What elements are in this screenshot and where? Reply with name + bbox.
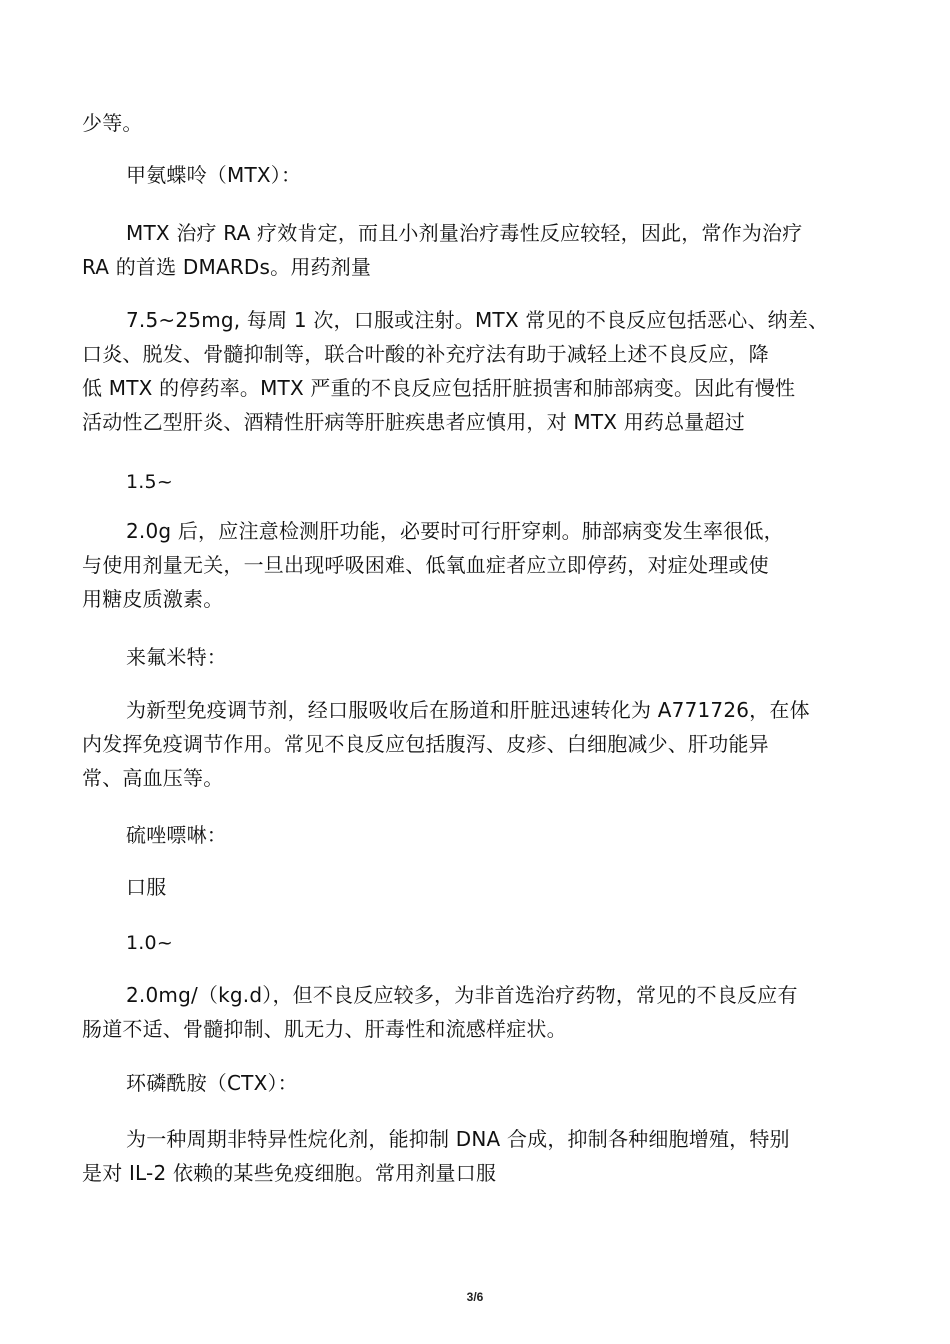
text-line: 环磷酰胺（CTX）： bbox=[126, 1071, 298, 1095]
text-line: 硫唑嘌啉： bbox=[126, 823, 227, 847]
text-line: 与使用剂量无关，一旦出现呼吸困难、低氧血症者应立即停药，对症处理或使 bbox=[82, 553, 769, 577]
text-line: 口炎、脱发、骨髓抑制等，联合叶酸的补充疗法有助于减轻上述不良反应，降 bbox=[82, 342, 769, 366]
text-line: 2.0mg/（kg.d），但不良反应较多，为非首选治疗药物，常见的不良反应有 bbox=[126, 983, 798, 1007]
text-line: 1.0~ bbox=[126, 932, 173, 954]
text-line: 低 MTX 的停药率。MTX 严重的不良反应包括肝脏损害和肺部病变。因此有慢性 bbox=[82, 376, 796, 400]
paragraph-leflunomide bbox=[82, 693, 906, 795]
text-line: 用糖皮质激素。 bbox=[82, 587, 224, 611]
text-line: RA 的首选 DMARDs。用药剂量 bbox=[82, 255, 372, 279]
text-line: 来氟米特： bbox=[126, 645, 227, 669]
heading-mtx bbox=[82, 158, 906, 192]
text-line: 甲氨蝶呤（MTX）： bbox=[126, 163, 302, 187]
heading-ctx bbox=[82, 1066, 906, 1100]
paragraph-oral bbox=[82, 870, 906, 904]
text-line: 为新型免疫调节剂，经口服吸收后在肠道和肝脏迅速转化为 A771726，在体 bbox=[126, 698, 810, 722]
text-line: 口服 bbox=[126, 875, 167, 899]
heading-leflunomide bbox=[82, 640, 906, 674]
paragraph-continuation bbox=[82, 106, 862, 140]
text-line: 少等。 bbox=[82, 111, 143, 135]
paragraph-dose-fragment bbox=[82, 465, 906, 499]
text-line: 内发挥免疫调节作用。常见不良反应包括腹泻、皮疹、白细胞减少、肝功能异 bbox=[82, 732, 769, 756]
heading-azathioprine bbox=[82, 818, 906, 852]
text-line: 7.5~25mg, 每周 1 次，口服或注射。MTX 常见的不良反应包括恶心、纳差、 bbox=[126, 308, 829, 332]
text-line: 2.0g 后，应注意检测肝功能，必要时可行肝穿刺。肺部病变发生率很低， bbox=[126, 519, 784, 543]
paragraph-mtx-intro bbox=[82, 216, 906, 284]
page-number: 3/6 bbox=[466, 1290, 484, 1304]
text-line: 肠道不适、骨髓抑制、肌无力、肝毒性和流感样症状。 bbox=[82, 1017, 567, 1041]
text-line: MTX 治疗 RA 疗效肯定，而且小剂量治疗毒性反应较轻，因此，常作为治疗 bbox=[126, 221, 803, 245]
paragraph-mtx-dosage bbox=[82, 303, 906, 439]
text-line: 为一种周期非特异性烷化剂，能抑制 DNA 合成，抑制各种细胞增殖，特别 bbox=[126, 1127, 790, 1151]
paragraph-dose-fragment bbox=[82, 926, 906, 960]
paragraph-azathioprine-dosage bbox=[82, 978, 906, 1046]
text-line: 是对 IL-2 依赖的某些免疫细胞。常用剂量口服 bbox=[82, 1161, 497, 1185]
paragraph-ctx bbox=[82, 1122, 906, 1190]
text-line: 活动性乙型肝炎、酒精性肝病等肝脏疾患者应慎用，对 MTX 用药总量超过 bbox=[82, 410, 745, 434]
text-line: 常、高血压等。 bbox=[82, 766, 224, 790]
text-line: 1.5~ bbox=[126, 471, 173, 493]
paragraph-liver-monitoring bbox=[82, 514, 906, 616]
